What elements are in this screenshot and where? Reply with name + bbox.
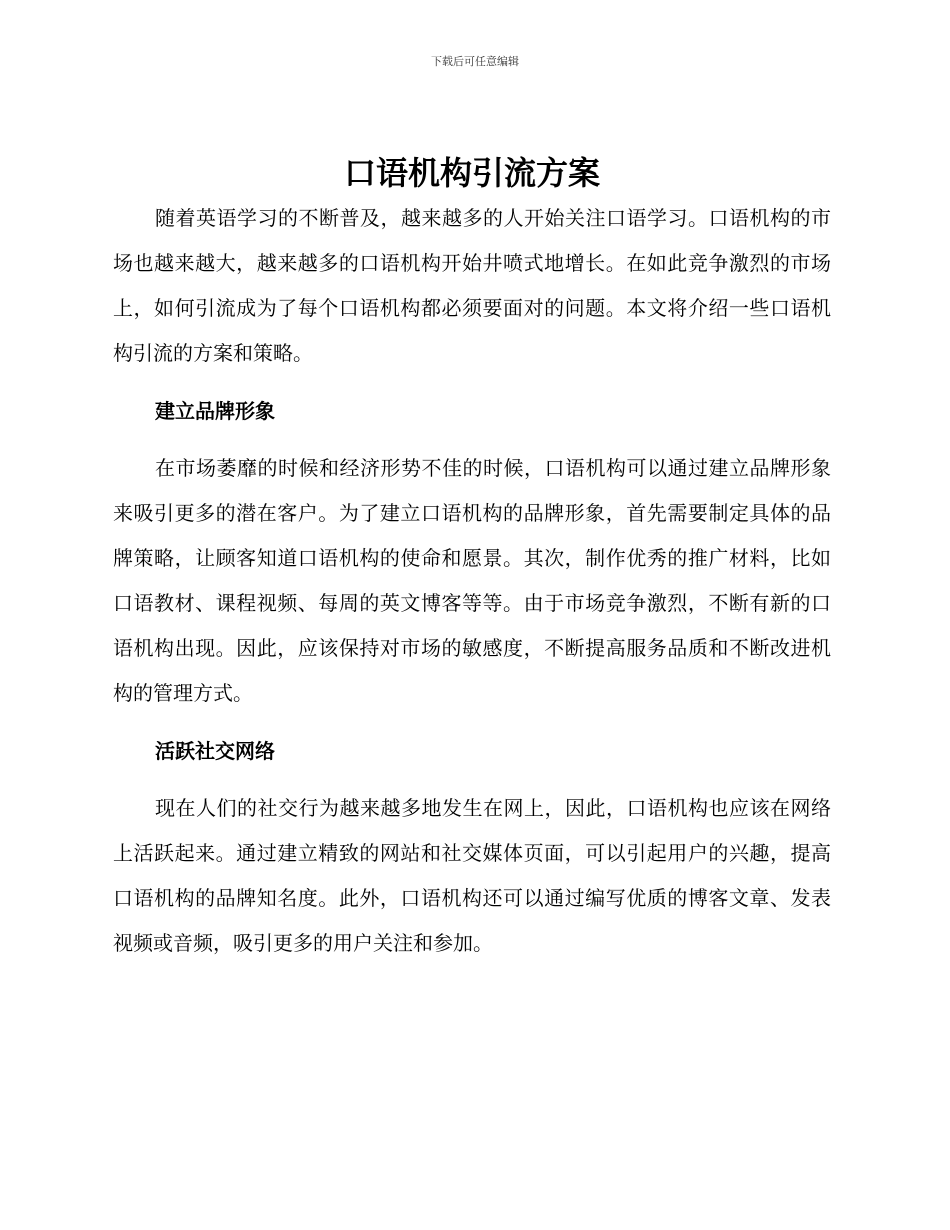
section-social-network: [113, 729, 831, 966]
header-note: 下载后可任意编辑: [431, 55, 519, 68]
section-heading: 活跃社交网络: [155, 739, 275, 763]
section-paragraph: 在市场萎靡的时候和经济形势不佳的时候，口语机构可以通过建立品牌形象来吸引更多的潜在客户。为了建立口语机构的品牌形象，首先需要制定具体的品牌策略，让顾客知道口语机构的使命和愿景。其次，制作优秀的推广材料，比如口语教材、课程视频、每周的英文博客等等。由于市场竞争激烈，不断有新的口语机构出现。因此，应该保持对市场的敏感度，不断提高服务品质和不断改进机构的管理方式。: [113, 456, 831, 705]
document-body: [113, 150, 831, 966]
section-paragraph: 现在人们的社交行为越来越多地发生在网上，因此，口语机构也应该在网络上活跃起来。通过建立精致的网站和社交媒体页面，可以引起用户的兴趣，提高口语机构的品牌知名度。此外，口语机构还可以通过编写优质的博客文章、发表视频或音频，吸引更多的用户关注和参加。: [113, 796, 831, 955]
intro-paragraph: 随着英语学习的不断普及，越来越多的人开始关注口语学习。口语机构的市场也越来越大，越来越多的口语机构开始井喷式地增长。在如此竞争激烈的市场上，如何引流成为了每个口语机构都必须要面对的问题。本文将介绍一些口语机构引流的方案和策略。: [113, 206, 831, 365]
document-title: 口语机构引流方案: [343, 154, 600, 192]
section-brand-image: [113, 389, 831, 716]
section-heading: 建立品牌形象: [155, 399, 275, 423]
